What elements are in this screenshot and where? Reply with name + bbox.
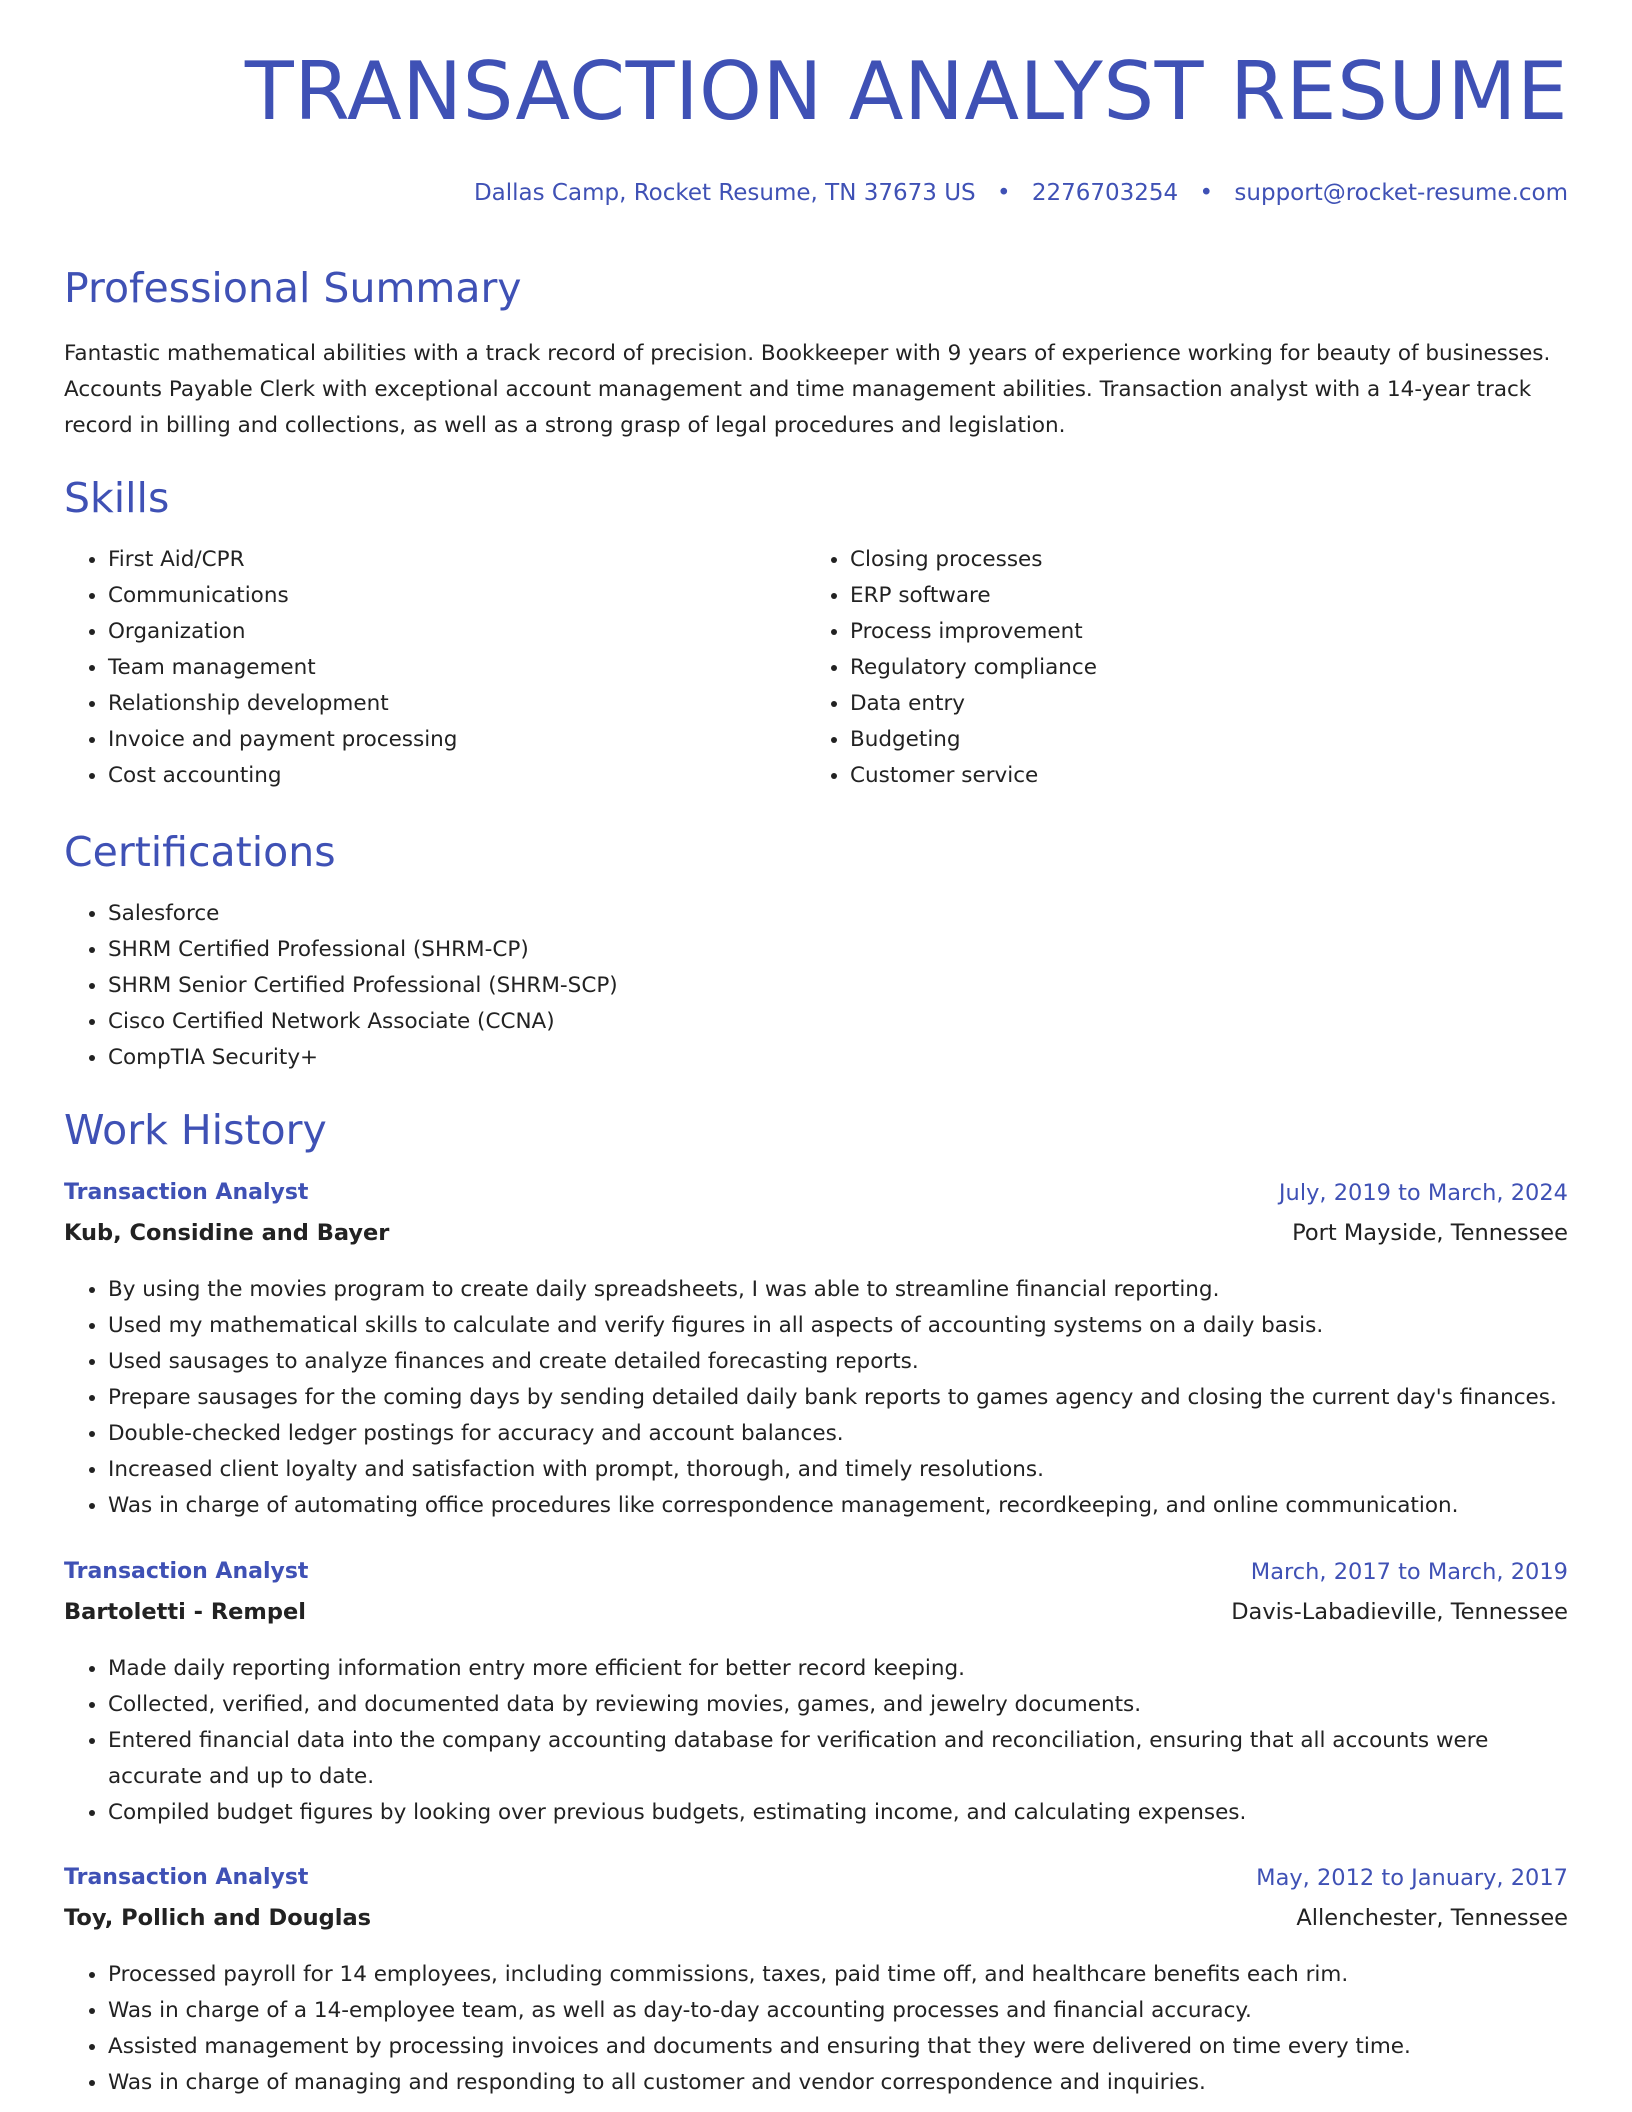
job-location: Davis-Labadieville, Tennessee (1231, 1599, 1568, 1625)
work-history-heading: Work History (64, 1106, 327, 1154)
job-duty: • Was in charge of managing and responding to all customer and vendor correspondence and inquiries. (108, 2065, 1568, 2101)
job-duty: • Used my mathematical skills to calculate and verify figures in all aspects of accounting systems on a daily basis. (108, 1308, 1568, 1344)
job-duties-list (64, 1651, 1568, 1831)
certification-item: • Salesforce (108, 896, 618, 932)
certification-item: • SHRM Certified Professional (SHRM-CP) (108, 932, 618, 968)
job-duty: • Was in charge of a 14-employee team, as well as day-to-day accounting processes and financial accuracy. (108, 1993, 1568, 2029)
contact-separator: • (996, 180, 1011, 206)
job-title-row (64, 1559, 1568, 1599)
skill-item: • Process improvement (850, 614, 1097, 650)
job-duties-list (64, 1272, 1568, 1524)
certification-item: • Cisco Certified Network Associate (CCNA) (108, 1004, 618, 1040)
job-company: Kub, Considine and Bayer (64, 1220, 390, 1246)
skill-item: • First Aid/CPR (108, 542, 457, 578)
job-entry (64, 1559, 1568, 1831)
job-duty: • Was in charge of automating office procedures like correspondence management, recordkeeping, and online communication. (108, 1488, 1568, 1524)
job-company: Toy, Pollich and Douglas (64, 1905, 372, 1931)
skill-item: • Team management (108, 650, 457, 686)
job-duty: • By using the movies program to create daily spreadsheets, I was able to streamline financial reporting. (108, 1272, 1568, 1308)
job-dates: July, 2019 to March, 2024 (1278, 1180, 1568, 1206)
job-duty: • Used sausages to analyze finances and create detailed forecasting reports. (108, 1344, 1568, 1380)
contact-info (474, 182, 1568, 205)
certification-item: • SHRM Senior Certified Professional (SHRM-SCP) (108, 968, 618, 1004)
skills-heading: Skills (64, 474, 170, 522)
resume-title: TRANSACTION ANALYST RESUME (244, 45, 1568, 138)
job-title: Transaction Analyst (64, 1559, 309, 1584)
skills-column-left (64, 542, 457, 794)
job-duty: • Collected, verified, and documented data by reviewing movies, games, and jewelry documents. (108, 1687, 1568, 1723)
job-duties-list (64, 1957, 1568, 2101)
job-title: Transaction Analyst (64, 1865, 309, 1890)
skill-item: • Organization (108, 614, 457, 650)
contact-email[interactable]: support@rocket-resume.com (1234, 180, 1568, 206)
certifications-list (64, 896, 618, 1076)
skills-column-right (806, 542, 1097, 794)
job-duty: • Compiled budget figures by looking over previous budgets, estimating income, and calculating expenses. (108, 1795, 1568, 1831)
job-dates: March, 2017 to March, 2019 (1250, 1559, 1568, 1585)
skill-item: • Regulatory compliance (850, 650, 1097, 686)
summary-heading: Professional Summary (64, 264, 522, 312)
skill-item: • ERP software (850, 578, 1097, 614)
skills-list-left (64, 542, 457, 794)
certifications-heading: Certifications (64, 828, 336, 876)
job-title-row (64, 1180, 1568, 1220)
contact-address: Dallas Camp, Rocket Resume, TN 37673 US (473, 180, 976, 206)
job-company-row (64, 1220, 1568, 1260)
job-duty: • Increased client loyalty and satisfaction with prompt, thorough, and timely resolutions. (108, 1452, 1568, 1488)
job-duty: • Prepare sausages for the coming days by sending detailed daily bank reports to games agency and closing the current day's finances. (108, 1380, 1568, 1416)
skill-item: • Communications (108, 578, 457, 614)
skill-item: • Customer service (850, 758, 1097, 794)
summary-text: Fantastic mathematical abilities with a track record of precision. Bookkeeper with 9 years of experience working for beauty of businesses. Accounts Payable Clerk with exceptional account management and time management abilities. Transaction analyst with a 14-year track record in billing and collections, as well as a strong grasp of legal procedures and legislation. (64, 341, 1551, 438)
certification-item: • CompTIA Security+ (108, 1040, 618, 1076)
job-entry (64, 1180, 1568, 1524)
skill-item: • Data entry (850, 686, 1097, 722)
skill-item: • Budgeting (850, 722, 1097, 758)
job-company-row (64, 1599, 1568, 1639)
job-title-row (64, 1865, 1568, 1905)
contact-separator: • (1199, 180, 1214, 206)
skill-item: • Invoice and payment processing (108, 722, 457, 758)
certifications-bullets (64, 896, 618, 1076)
job-dates: May, 2012 to January, 2017 (1256, 1865, 1568, 1891)
job-location: Port Mayside, Tennessee (1292, 1220, 1568, 1246)
job-location: Allenchester, Tennessee (1296, 1905, 1568, 1931)
job-duty: • Made daily reporting information entry more efficient for better record keeping. (108, 1651, 1568, 1687)
skill-item: • Relationship development (108, 686, 457, 722)
job-duty: • Double-checked ledger postings for accuracy and account balances. (108, 1416, 1568, 1452)
contact-phone[interactable]: 2276703254 (1031, 180, 1179, 206)
job-duty: • Processed payroll for 14 employees, including commissions, taxes, paid time off, and healthcare benefits each rim. (108, 1957, 1568, 1993)
job-duty: • Entered financial data into the company accounting database for verification and reconciliation, ensuring that all accounts were accurate and up to date. (108, 1723, 1568, 1795)
skill-item: • Cost accounting (108, 758, 457, 794)
job-title: Transaction Analyst (64, 1180, 309, 1205)
job-company: Bartoletti - Rempel (64, 1599, 306, 1625)
job-company-row (64, 1905, 1568, 1945)
job-entry (64, 1865, 1568, 2101)
skill-item: • Closing processes (850, 542, 1097, 578)
skills-list-right (806, 542, 1097, 794)
job-duty: • Assisted management by processing invoices and documents and ensuring that they were delivered on time every time. (108, 2029, 1568, 2065)
